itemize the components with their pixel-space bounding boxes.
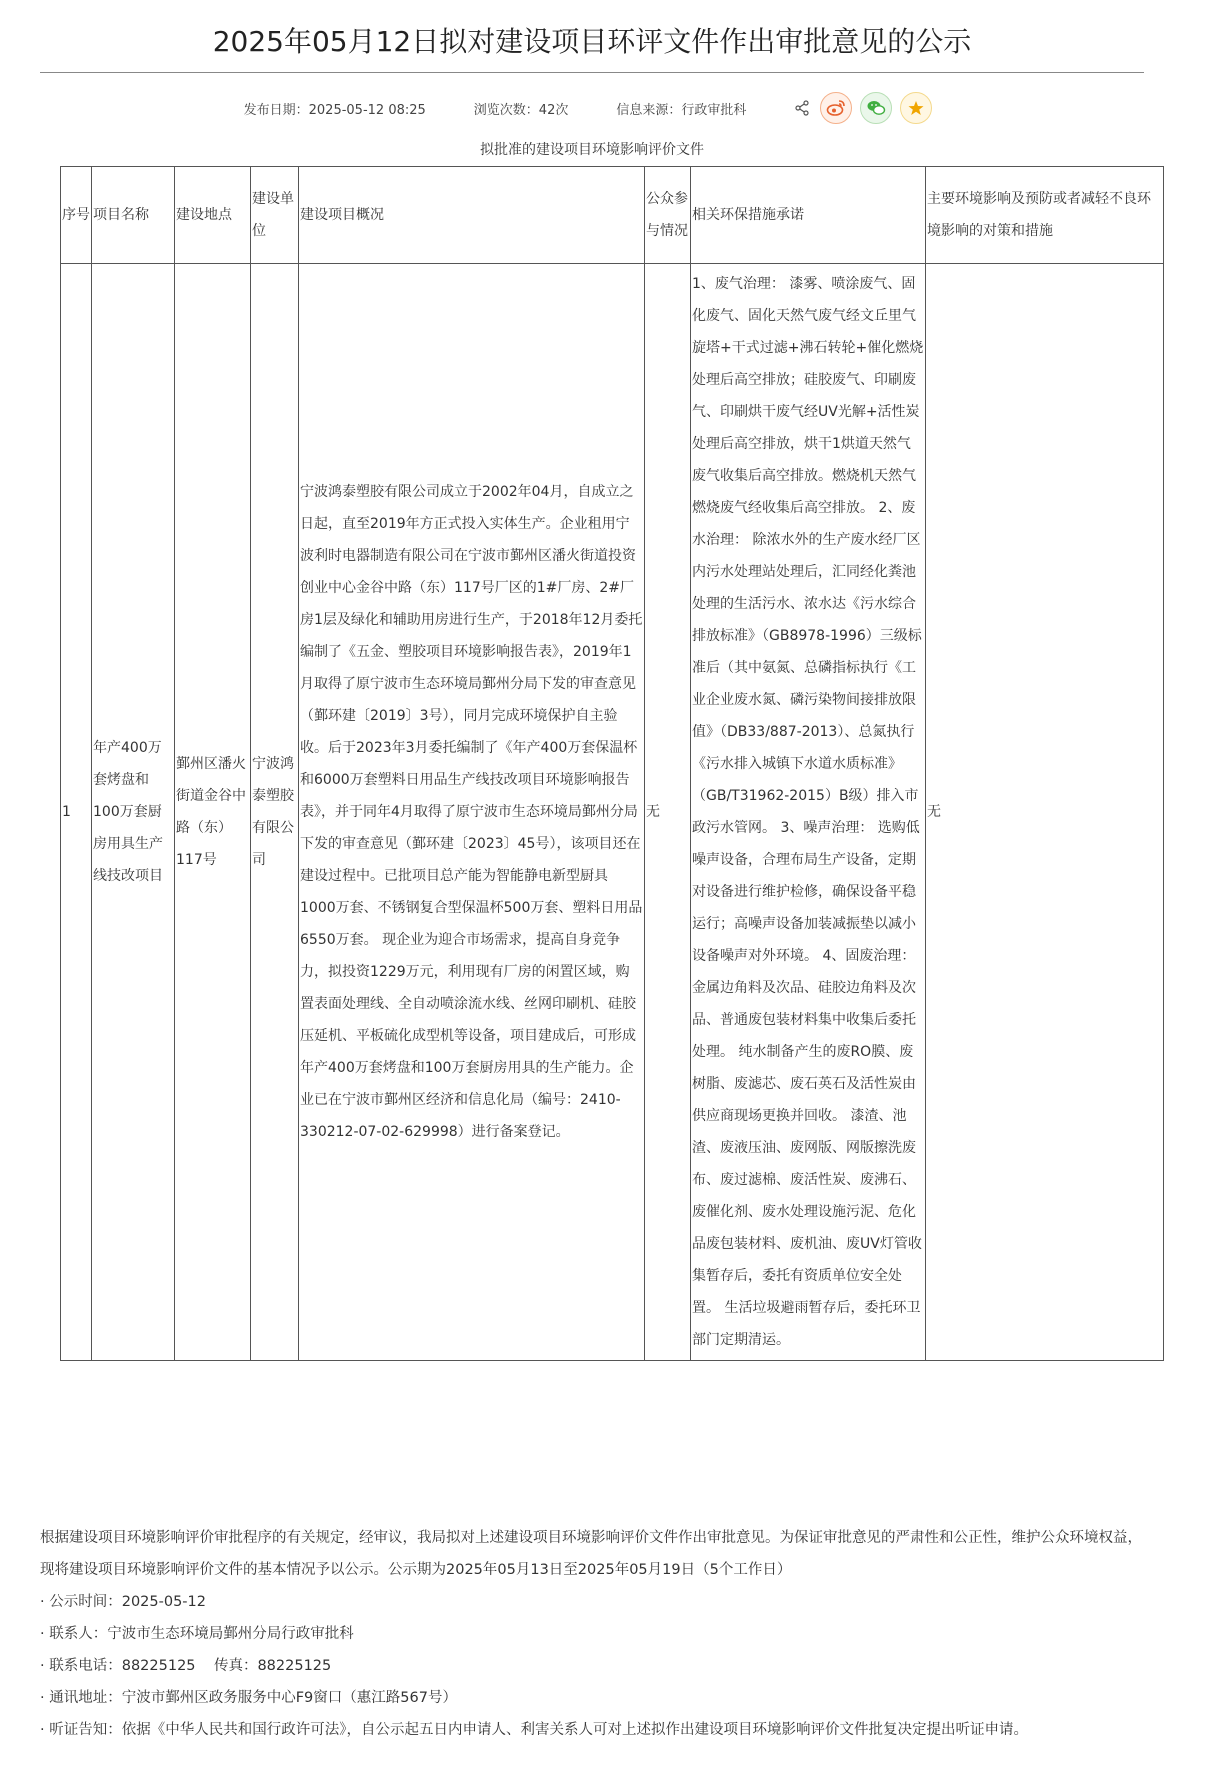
cell-public-participation: 无 <box>645 264 691 1361</box>
notice-contact: · 联系人：宁波市生态环境局鄞州分局行政审批科 <box>40 1626 354 1642</box>
cell-index: 1 <box>61 264 92 1361</box>
cell-overview: 宁波鸿泰塑胶有限公司成立于2002年04月，自成立之日起，直至2019年方正式投入实体生产。企业租用宁波利时电器制造有限公司在宁波市鄞州区潘火街道投资创业中心金谷中路（东）117号厂区的1#厂房、2#厂房1层及绿化和辅助用房进行生产，于2018年12月委托编制了《五金、塑胶项目环境影响报告表》，2019年1月取得了原宁波市生态环境局鄞州分局下发的审查意见（鄞环建〔2019〕3号），同月完成环境保护自主验收。后于2023年3月委托编制了《年产400万套保温杯和6000万套塑料日用品生产线技改项目环境影响报告表》，并于同年4月取得了原宁波市生态环境局鄞州分局下发的审查意见（鄞环建〔2023〕45号），该项目还在建设过程中。已批项目总产能为智能静电新型厨具1000万套、不锈钢复合型保温杯500万套、塑料日用品6550万套。 现企业为迎合市场需求，提高自身竞争力，拟投资1229万元，利用现有厂房的闲置区域，购置表面处理线、全自动喷涂流水线、丝网印刷机、硅胶压延机、平板硫化成型机等设备，项目建成后，可形成年产400万套烤盘和100万套厨房用具的生产能力。企业已在宁波市鄞州区经济和信息化局（编号：2410-330212-07-02-629998）进行备案登记。 <box>299 264 645 1361</box>
notice-publish-time: · 公示时间：2025-05-12 <box>40 1594 206 1610</box>
header-location: 建设地点 <box>175 167 251 264</box>
cell-unit: 宁波鸿泰塑胶有限公司 <box>251 264 299 1361</box>
meta-bar <box>40 88 1144 128</box>
header-measures: 相关环保措施承诺 <box>691 167 926 264</box>
header-project-name: 项目名称 <box>92 167 175 264</box>
notice-intro: 根据建设项目环境影响评价审批程序的有关规定，经审议，我局拟对上述建设项目环境影响评价文件作出审批意见。为保证审批意见的严肃性和公正性，维护公众环境权益，现将建设项目环境影响评价文件的基本情况予以公示。公示期为2025年05月13日至2025年05月19日（5个工作日） <box>40 1530 1142 1578</box>
publish-date: 发布日期：2025-05-12 08:25 <box>243 102 426 118</box>
cell-impact-measures: 无 <box>926 264 1164 1361</box>
notice-phone: · 联系电话：88225125 传真：88225125 <box>40 1658 332 1674</box>
notice-hearing: · 听证告知：依据《中华人民共和国行政许可法》，自公示起五日内申请人、利害关系人可对上述拟作出建设项目环境影响评价文件批复决定提出听证申请。 <box>40 1722 1028 1738</box>
table-caption: 拟批准的建设项目环境影响评价文件 <box>480 142 704 158</box>
projects-table <box>60 166 1164 1361</box>
cell-measures: 1、废气治理： 漆雾、喷涂废气、固化废气、固化天然气废气经文丘里气旋塔+干式过滤+沸石转轮+催化燃烧处理后高空排放；硅胶废气、印刷废气、印刷烘干废气经UV光解+活性炭处理后高空排放，烘干1烘道天然气废气收集后高空排放。燃烧机天然气燃烧废气经收集后高空排放。 2、废水治理： 除浓水外的生产废水经厂区内污水处理站处理后，汇同经化粪池处理的生活污水、浓水达《污水综合排放标准》（GB8978-1996）三级标准后（其中氨氮、总磷指标执行《工业企业废水氮、磷污染物间接排放限值》（DB33/887-2013）、总氮执行《污水排入城镇下水道水质标准》（GB/T31962-2015）B级）排入市政污水管网。 3、噪声治理： 选购低噪声设备，合理布局生产设备，定期对设备进行维护检修，确保设备平稳运行；高噪声设备加装减振垫以减小设备噪声对外环境。 4、固废治理： 金属边角料及次品、硅胶边角料及次品、普通废包装材料集中收集后委托处理。 纯水制备产生的废RO膜、废树脂、废滤芯、废石英石及活性炭由供应商现场更换并回收。 漆渣、池渣、废液压油、废网版、网版擦洗废布、废过滤棉、废活性炭、废沸石、废催化剂、废水处理设施污泥、危化品废包装材料、废机油、废UV灯管收集暂存后，委托有资质单位安全处置。 生活垃圾避雨暂存后，委托环卫部门定期清运。 <box>691 264 926 1361</box>
info-source: 信息来源：行政审批科 <box>616 102 747 118</box>
view-count: 浏览次数：42次 <box>473 102 569 118</box>
header-impact-measures: 主要环境影响及预防或者减轻不良环境影响的对策和措施 <box>926 167 1164 264</box>
wechat-icon[interactable] <box>860 92 892 124</box>
favorite-star-icon[interactable] <box>900 92 932 124</box>
notice-address: · 通讯地址：宁波市鄞州区政务服务中心F9窗口（惠江路567号） <box>40 1690 457 1706</box>
share-icon[interactable] <box>794 100 810 116</box>
header-public-participation: 公众参与情况 <box>645 167 691 264</box>
page-title: 2025年05月12日拟对建设项目环评文件作出审批意见的公示 <box>212 25 972 58</box>
weibo-icon[interactable] <box>820 92 852 124</box>
title-divider <box>40 72 1144 73</box>
header-overview: 建设项目概况 <box>299 167 645 264</box>
cell-project-name: 年产400万套烤盘和100万套厨房用具生产线技改项目 <box>92 264 175 1361</box>
notice-section <box>40 1522 1150 1746</box>
header-index: 序号 <box>61 167 92 264</box>
cell-location: 鄞州区潘火街道金谷中路（东）117号 <box>175 264 251 1361</box>
table-header-row <box>61 167 1164 264</box>
table-row <box>61 264 1164 1361</box>
header-unit: 建设单位 <box>251 167 299 264</box>
